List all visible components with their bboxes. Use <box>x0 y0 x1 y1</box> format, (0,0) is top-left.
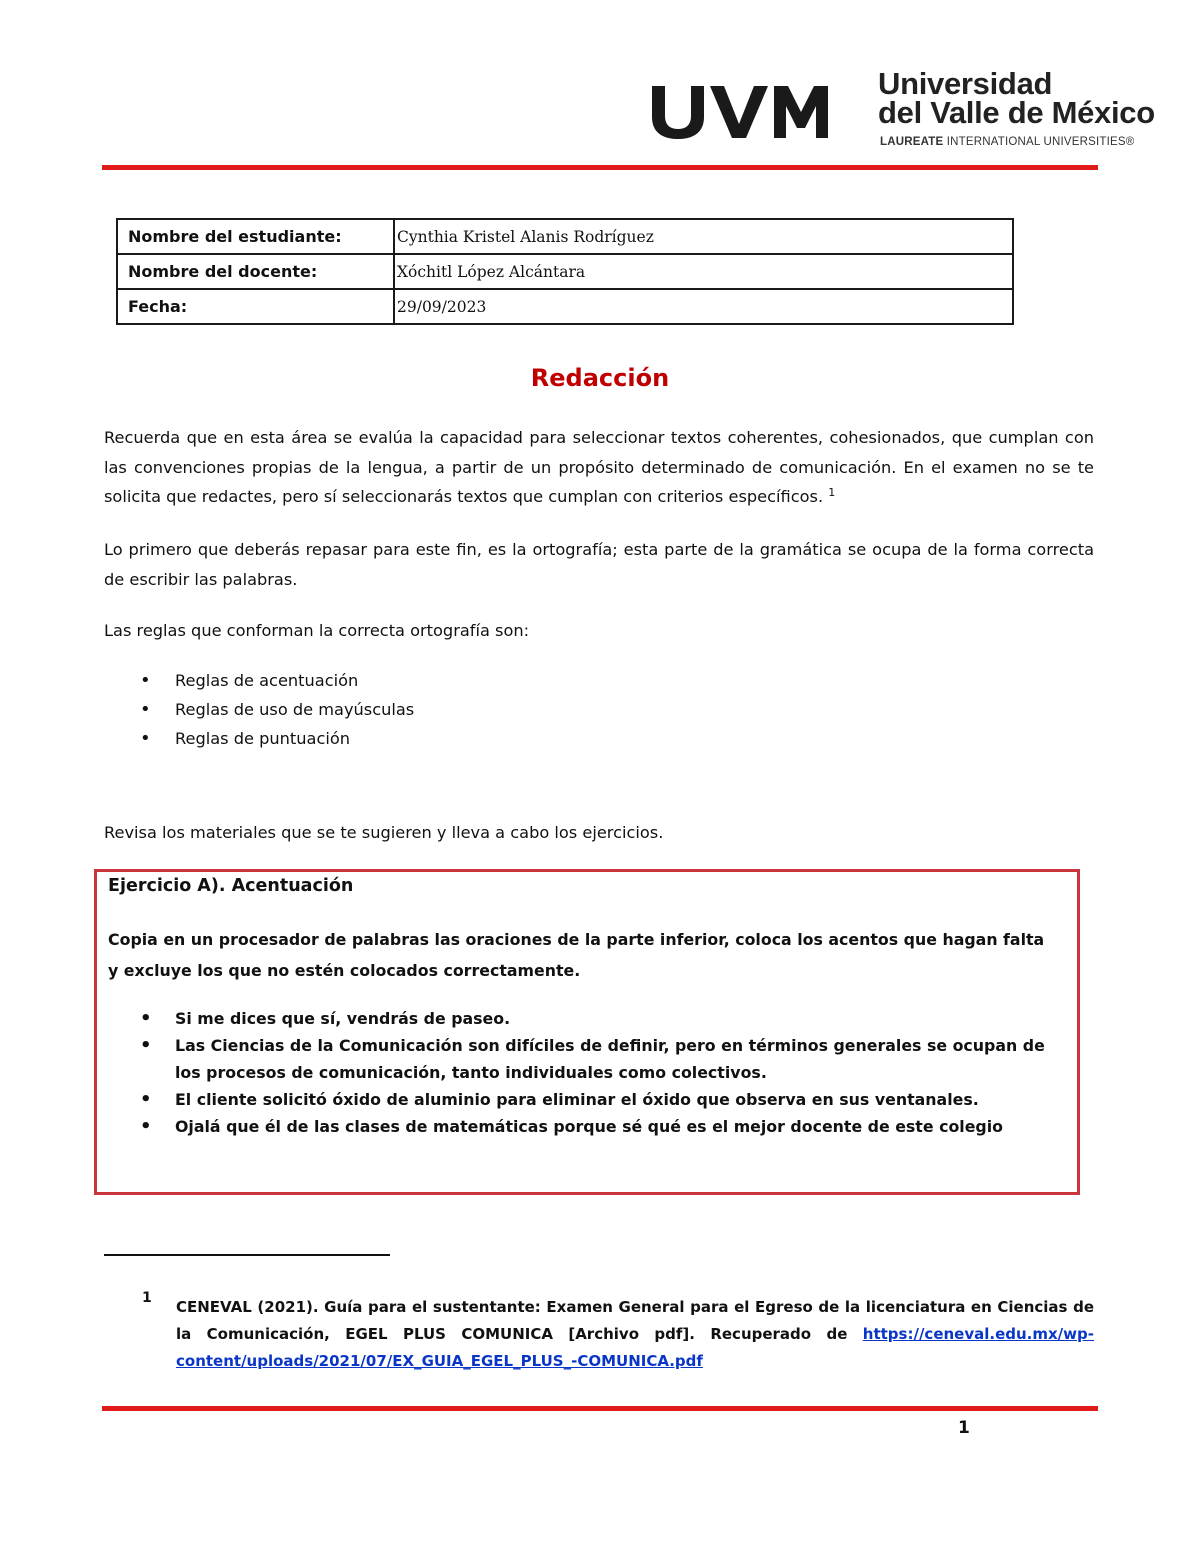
teacher-value: Xóchitl López Alcántara <box>394 254 1013 289</box>
list-item: • Ojalá que él de las clases de matemáticas porque sé qué es el mejor docente de este colegio <box>140 1113 1060 1140</box>
exercise-title: Ejercicio A). Acentuación <box>108 876 354 896</box>
university-name-line1: Universidad <box>878 66 1053 101</box>
footer-divider <box>102 1406 1098 1411</box>
footnote-reference[interactable]: 1 <box>828 486 836 499</box>
date-label: Fecha: <box>117 289 394 324</box>
table-row <box>117 219 1013 254</box>
review-instruction: Revisa los materiales que se te sugieren y lleva a cabo los ejercicios. <box>104 823 664 842</box>
list-item: • Si me dices que sí, vendrás de paseo. <box>140 1005 1060 1032</box>
orthography-paragraph: Lo primero que deberás repasar para este fin, es la ortografía; esta parte de la gramática se ocupa de la forma correcta de escribir las palabras. <box>104 540 1094 589</box>
rules-intro: Las reglas que conforman la correcta ortografía son: <box>104 621 530 640</box>
list-item: • Reglas de puntuación <box>140 724 414 753</box>
footnote-separator <box>104 1254 390 1256</box>
table-row <box>117 254 1013 289</box>
exercise-instructions: Copia en un procesador de palabras las oraciones de la parte inferior, coloca los acentos que hagan falta y excluye los que no estén colocados correctamente. <box>108 930 1045 980</box>
footnote-number: 1 <box>142 1290 152 1306</box>
list-item: • Reglas de acentuación <box>140 666 414 695</box>
exercise-sentences <box>140 1005 1060 1140</box>
student-label: Nombre del estudiante: <box>117 219 394 254</box>
list-item: • Las Ciencias de la Comunicación son difíciles de definir, pero en términos generales se ocupan de los procesos de comunicación, tanto individuales como colectivos. <box>140 1032 1060 1086</box>
laureate-network-label: LAUREATE INTERNATIONAL UNIVERSITIES® <box>880 136 1135 148</box>
table-row <box>117 289 1013 324</box>
student-value: Cynthia Kristel Alanis Rodríguez <box>394 219 1013 254</box>
teacher-label: Nombre del docente: <box>117 254 394 289</box>
page-number: 1 <box>958 1418 970 1438</box>
university-name-line2: del Valle de México <box>878 95 1155 130</box>
header-divider <box>102 165 1098 170</box>
student-info-table <box>116 218 1014 325</box>
footnote-text: CENEVAL (2021). Guía para el sustentante: Examen General para el Egreso de la licenciatura en Ciencias de la Comunicación, EGEL PLUS COMUNICA [Archivo pdf]. Recuperado de https://ceneval.edu.mx/wp-content/uploads/2021/07/EX_GUIA_EGEL_PLUS_-COMUNICA.pdf <box>176 1298 1094 1370</box>
list-item: • Reglas de uso de mayúsculas <box>140 695 414 724</box>
date-value: 29/09/2023 <box>394 289 1013 324</box>
rules-list <box>140 666 414 753</box>
list-item: • El cliente solicitó óxido de aluminio para eliminar el óxido que observa en sus ventanales. <box>140 1086 1060 1113</box>
footnote-link[interactable]: https://ceneval.edu.mx/wp-content/uploads/2021/07/EX_GUIA_EGEL_PLUS_-COMUNICA.pdf <box>176 1325 1094 1370</box>
uvm-logo <box>650 80 840 140</box>
page-title: Redacción <box>530 364 670 392</box>
intro-paragraph: Recuerda que en esta área se evalúa la capacidad para seleccionar textos coherentes, cohesionados, que cumplan con las convenciones propias de la lengua, a partir de un propósito determinado de comunicación. En el examen no se te solicita que redactes, pero sí seleccionarás textos que cumplan con criterios específicos. $^1$ <box>104 428 1094 506</box>
